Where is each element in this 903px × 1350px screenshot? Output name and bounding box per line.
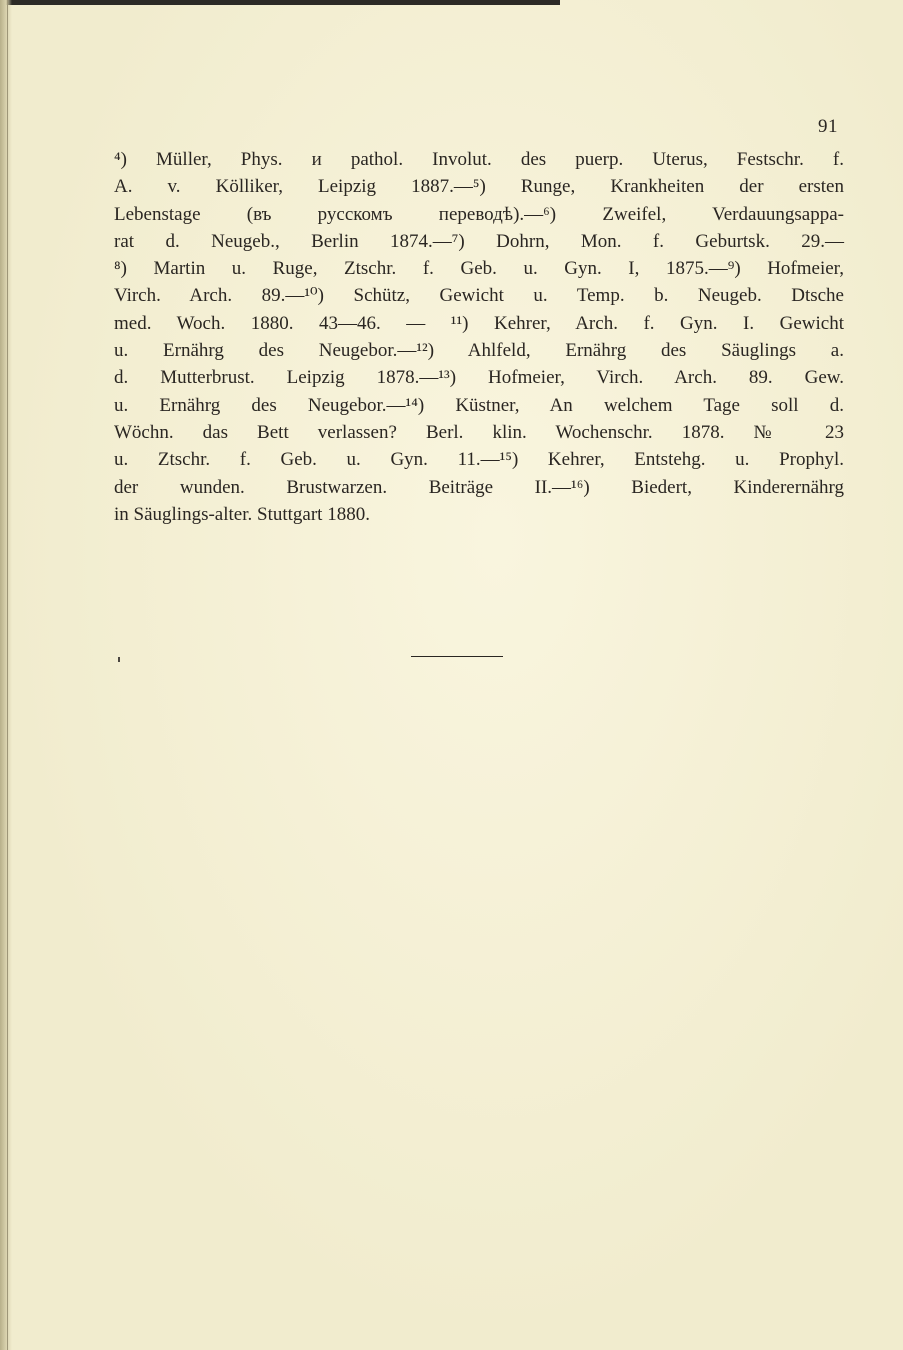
reference-line: rat d. Neugeb., Berlin 1874.—⁷) Dohrn, Mon. f. Geburtsk. 29.— [114,230,844,252]
reference-line: A. v. Kölliker, Leipzig 1887.—⁵) Runge, Krankheiten der ersten [114,176,844,198]
reference-line: in Säuglings-alter. Stuttgart 1880. [114,503,370,525]
reference-line: med. Woch. 1880. 43—46. — ¹¹) Kehrer, Arch. f. Gyn. I. Gewicht [114,312,844,334]
reference-line: u. Ernährg des Neugebor.—¹²) Ahlfeld, Ernährg des Säuglings a. [114,340,844,362]
reference-line: u. Ernährg des Neugebor.—¹⁴) Küstner, An welchem Tage soll d. [114,394,844,416]
reference-line: d. Mutterbrust. Leipzig 1878.—¹³) Hofmeier, Virch. Arch. 89. Gew. [114,367,844,389]
reference-line: der wunden. Brustwarzen. Beiträge II.—¹⁶) Biedert, Kinderernährg [114,476,844,498]
reference-line: ⁸) Martin u. Ruge, Ztschr. f. Geb. u. Gyn. I, 1875.—⁹) Hofmeier, [114,258,844,280]
reference-line: ⁴) Müller, Phys. и pathol. Involut. des puerp. Uterus, Festschr. f. [114,149,844,170]
page-top-edge [0,0,560,5]
references-block [114,146,844,528]
reference-line: u. Ztschr. f. Geb. u. Gyn. 11.—¹⁵) Kehrer, Entstehg. u. Prophyl. [114,449,844,471]
reference-line: Virch. Arch. 89.—¹⁰) Schütz, Gewicht u. Temp. b. Neugeb. Dtsche [114,285,844,307]
reference-line: Wöchn. das Bett verlassen? Berl. klin. Wochenschr. 1878. № 23 [114,421,844,443]
binding-line [7,0,8,1350]
print-speck [118,657,120,662]
reference-line: Lebenstage (въ русскомъ переводѣ).—⁶) Zweifel, Verdauungsappa- [114,203,844,225]
section-end-rule [411,656,503,657]
page-number: 91 [818,116,838,137]
page-binding-edge [0,0,12,1350]
